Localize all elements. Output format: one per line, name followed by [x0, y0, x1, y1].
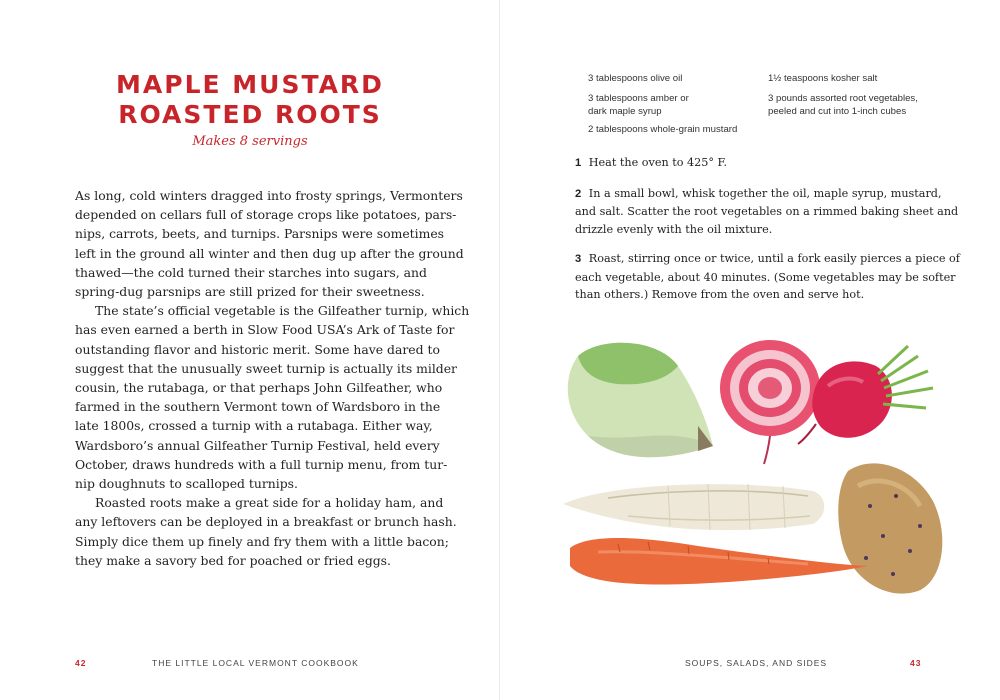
text-line: has even earned a berth in Slow Food USA’s Ark of Taste for [75, 322, 455, 338]
text-line: As long, cold winters dragged into frosty springs, Vermonters [75, 188, 463, 203]
text-line: nip doughnuts to scalloped turnips. [75, 476, 298, 492]
ingredient-text: peeled and cut into 1-inch cubes [768, 106, 907, 117]
text-line: left in the ground all winter and then dug up after the ground [75, 245, 464, 261]
text-line: The state’s official vegetable is the Gilfeather turnip, which [95, 303, 470, 319]
text-line: depended on cellars full of storage crops like potatoes, pars- [75, 207, 457, 223]
text-line: any leftovers can be deployed in a breakfast or brunch hash. [75, 514, 457, 530]
intro-paragraph [75, 301, 470, 493]
ingredient-item [588, 72, 682, 85]
text-line: thawed—the cold turned their starches into sugars, and [75, 264, 427, 280]
step-number: 2 [575, 187, 582, 200]
text-line: cousin, the rutabaga, or that perhaps John Gilfeather, who [75, 380, 443, 396]
step-text: than others.) Remove from the oven and serve hot. [575, 288, 865, 301]
intro-paragraph [75, 186, 464, 301]
step-text: each vegetable, about 40 minutes. (Some vegetables may be softer [575, 270, 956, 284]
ingredient-text: 3 pounds assorted root vegetables, [768, 93, 918, 104]
step-text: drizzle evenly with the oil mixture. [575, 222, 773, 236]
recipe-yield: Makes 8 servings [192, 134, 308, 149]
ingredient-text: 3 tablespoons amber or [588, 93, 689, 104]
potato-icon [838, 463, 942, 593]
ingredient-text: 2 tablespoons whole-grain mustard [588, 124, 738, 135]
text-line: October, draws hundreds with a full turnip menu, from tur- [75, 456, 448, 472]
parsnip-icon [563, 484, 824, 530]
carrot-icon [570, 538, 868, 584]
step-number: 3 [575, 253, 582, 265]
text-line: Roasted roots make a great side for a holiday ham, and [95, 495, 444, 511]
step-text: Roast, stirring once or twice, until a fork easily pierces a piece of [588, 252, 960, 265]
text-line: nips, carrots, beets, and turnips. Parsnips were sometimes [75, 226, 445, 242]
left-page-number: 42 [75, 658, 87, 668]
text-line: Wardsboro’s annual Gilfeather Turnip Festival, held every [75, 437, 440, 453]
ingredient-item [588, 92, 689, 118]
method-step [575, 154, 945, 173]
text-line: Simply dice them up finely and fry them with a little bacon; [75, 533, 449, 549]
ingredient-item [768, 72, 877, 85]
step-text: In a small bowl, whisk together the oil, maple syrup, mustard, [588, 186, 942, 200]
step-text: and salt. Scatter the root vegetables on a rimmed baking sheet and [575, 205, 959, 218]
title-line-1: MAPLE MUSTARD [116, 70, 384, 99]
method-steps [575, 154, 960, 316]
root-vegetables-illustration [548, 326, 950, 616]
sliced-beet-icon [720, 340, 820, 464]
step-number: 1 [575, 157, 582, 169]
left-running-head: THE LITTLE LOCAL VERMONT COOKBOOK [152, 658, 359, 668]
method-step [575, 185, 959, 239]
text-line: spring-dug parsnips are still prized for their sweetness. [75, 284, 425, 300]
rutabaga-icon [568, 343, 713, 458]
text-line: late 1800s, crossed a turnip with a rutabaga. Either way, [75, 418, 433, 434]
ingredient-item [768, 92, 918, 118]
intro-paragraph [75, 493, 457, 570]
title-line-2: ROASTED ROOTS [118, 100, 382, 129]
intro-text [75, 186, 470, 570]
ingredient-text: dark maple syrup [588, 106, 662, 117]
text-line: farmed in the southern Vermont town of Wardsboro in the [75, 399, 441, 415]
ingredient-text: 1½ teaspoons kosher salt [768, 73, 878, 84]
method-step [575, 250, 960, 304]
ingredient-text: 3 tablespoons olive oil [588, 73, 683, 84]
step-text: Heat the oven to 425° F. [588, 156, 728, 169]
text-line: they make a savory bed for poached or fried eggs. [75, 552, 391, 568]
recipe-title [100, 70, 400, 130]
text-line: suggest that the unusually sweet turnip is actually its milder [75, 360, 457, 376]
right-running-head: SOUPS, SALADS, AND SIDES [685, 658, 828, 668]
ingredient-item [588, 123, 737, 136]
right-page-number: 43 [910, 658, 922, 668]
beet-icon [798, 346, 933, 444]
text-line: outstanding flavor and historic merit. Some have dared to [75, 341, 440, 357]
